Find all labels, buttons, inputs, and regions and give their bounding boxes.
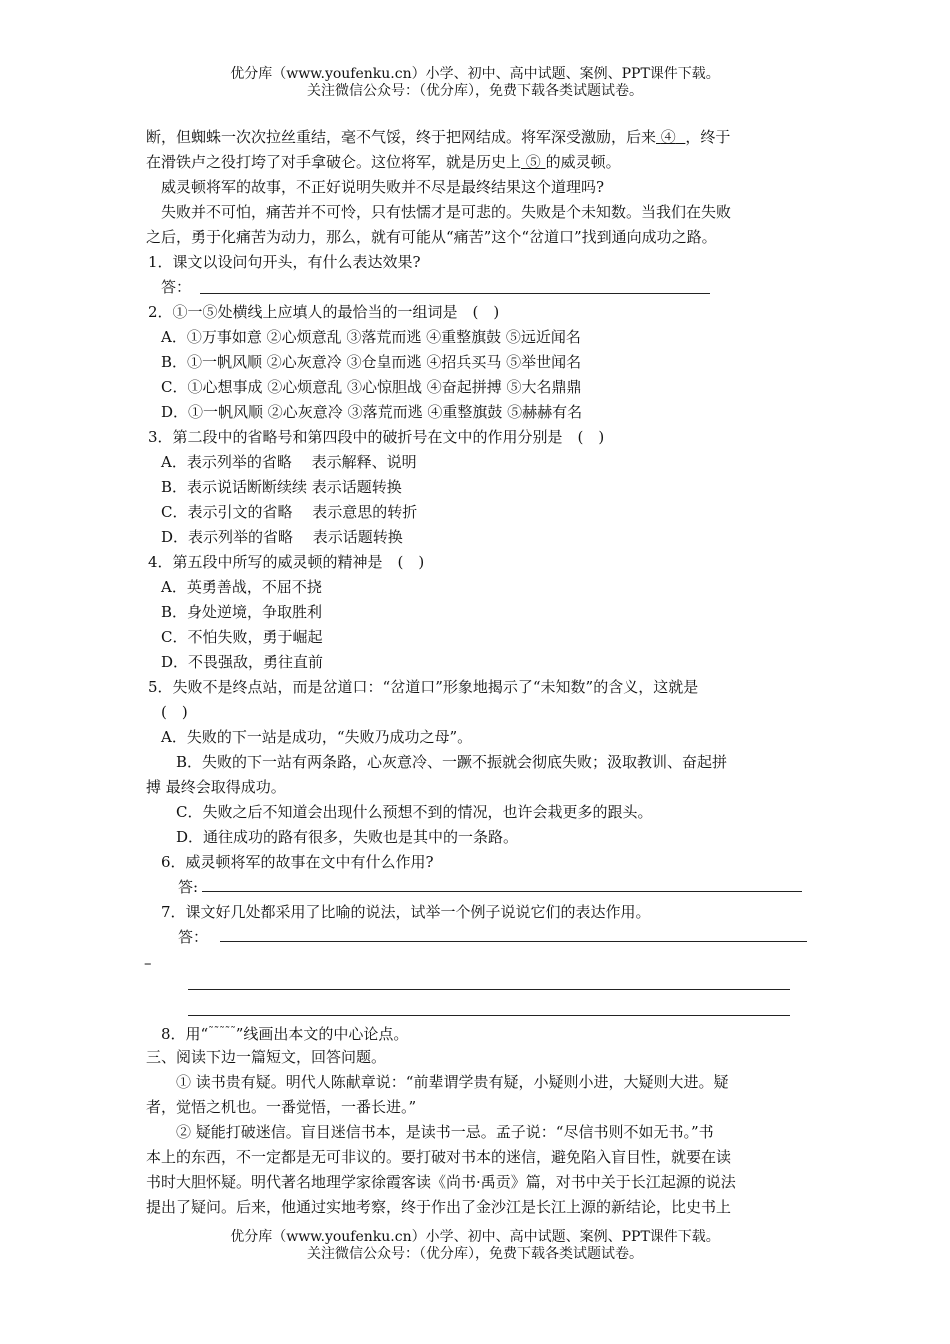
question-4-option-b: B．身处逆境，争取胜利 [161, 603, 323, 621]
question-7: 7．课文好几处都采用了比喻的说法，试举一个例子说说它们的表达作用。 [161, 903, 651, 921]
question-4: 4．第五段中所写的威灵顿的精神是 ( ) [148, 553, 425, 571]
question-7-answer-line-1[interactable] [220, 941, 807, 942]
footer-line-2: 关注微信公众号：（优分库），免费下载各类试题试卷。 [307, 1246, 643, 1262]
question-7-answer-line-2[interactable] [188, 989, 790, 990]
question-4-option-c: C．不怕失败，勇于崛起 [161, 628, 323, 646]
question-6-answer-line[interactable] [202, 891, 802, 892]
passage-line-2: 在滑铁卢之役打垮了对手拿破仑。这位将军，就是历史上 ⑤ 的威灵顿。 [146, 153, 621, 171]
question-2: 2．①一⑤处横线上应填人的最恰当的一组词是 ( ) [148, 303, 500, 321]
page-header [0, 66, 950, 100]
question-7-answer-line-3[interactable] [188, 1015, 790, 1016]
question-6: 6．威灵顿将军的故事在文中有什么作用? [161, 853, 434, 871]
question-6-answer-label: 答: [178, 878, 199, 896]
passage-paragraph-3-line-1: 失败并不可怕，痛苦并不可怜，只有怯懦才是可悲的。失败是个未知数。当我们在失败 [161, 203, 732, 221]
question-2-option-b: B．①一帆风顺 ②心灰意冷 ③仓皇而逃 ④招兵买马 ⑤举世闻名 [161, 353, 582, 371]
section-3-title: 三、阅读下边一篇短文，回答问题。 [146, 1048, 387, 1066]
blank-4: ④ [660, 128, 676, 146]
question-5-option-d: D．通往成功的路有很多，失败也是其中的一条路。 [176, 828, 519, 846]
passage-line-1: 断，但蜘蛛一次次拉丝重结，毫不气馁，终于把网结成。将军深受激励，后来 ④ ，终于 [146, 128, 731, 146]
wavy-line-mark: ˜˜˜˜˜ [208, 1025, 236, 1038]
section-3-paragraph-1-line-1: ① 读书贵有疑。明代人陈献章说：“前辈谓学贵有疑，小疑则小进，大疑则大进。疑 [176, 1073, 729, 1091]
question-3: 3．第二段中的省略号和第四段中的破折号在文中的作用分别是 ( ) [148, 428, 605, 446]
passage-paragraph-3-line-2: 之后，勇于化痛苦为动力，那么，就有可能从“痛苦”这个“岔道口”找到通向成功之路。 [146, 228, 717, 246]
header-line-2: 关注微信公众号：（优分库），免费下载各类试题试卷。 [307, 83, 643, 99]
question-5-paren: ( ) [161, 703, 188, 721]
question-5-option-c: C．失败之后不知道会出现什么预想不到的情况，也许会栽更多的跟头。 [176, 803, 653, 821]
question-5-option-a: A．失败的下一站是成功，“失败乃成功之母”。 [161, 728, 473, 746]
question-7-dash: – [144, 954, 152, 972]
header-line-1: 优分库（www.youfenku.cn）小学、初中、高中试题、案例、PPT课件下载。 [230, 66, 720, 82]
question-3-option-a: A．表示列举的省略 表示解释、说明 [161, 453, 417, 471]
section-3-paragraph-2-line-2: 本上的东西，不一定都是无可非议的。要打破对书本的迷信，避免陷入盲目性，就要在读 [146, 1148, 732, 1166]
question-1-answer-label: 答： [161, 278, 192, 296]
footer-line-1: 优分库（www.youfenku.cn）小学、初中、高中试题、案例、PPT课件下载。 [230, 1229, 720, 1245]
question-3-option-b: B．表示说话断断续续 表示话题转换 [161, 478, 402, 496]
section-3-paragraph-2-line-1: ② 疑能打破迷信。盲目迷信书本，是读书一忌。孟子说：“尽信书则不如无书。”书 [176, 1123, 714, 1141]
question-5: 5．失败不是终点站，而是岔道口：“岔道口”形象地揭示了“未知数”的含义，这就是 [148, 678, 699, 696]
question-5-option-b-line-2: 搏 最终会取得成功。 [146, 778, 286, 796]
section-3-paragraph-2-line-3: 书时大胆怀疑。明代著名地理学家徐霞客读《尚书·禹贡》篇，对书中关于长江起源的说法 [146, 1173, 736, 1191]
question-1: 1．课文以设问句开头，有什么表达效果? [148, 253, 421, 271]
blank-5: ⑤ [525, 153, 541, 171]
question-3-option-d: D．表示列举的省略 表示话题转换 [161, 528, 403, 546]
question-2-option-c: C．①心想事成 ②心烦意乱 ③心惊胆战 ④奋起拼搏 ⑤大名鼎鼎 [161, 378, 582, 396]
question-5-option-b-line-1: B．失败的下一站有两条路，心灰意冷、一蹶不振就会彻底失败；汲取教训、奋起拼 [176, 753, 728, 771]
section-3-paragraph-2-line-4: 提出了疑问。后来，他通过实地考察，终于作出了金沙江是长江上源的新结论，比史书上 [146, 1198, 732, 1216]
question-2-option-d: D．①一帆风顺 ②心灰意冷 ③落荒而逃 ④重整旗鼓 ⑤赫赫有名 [161, 403, 583, 421]
question-7-answer-label: 答： [178, 928, 209, 946]
question-2-option-a: A．①万事如意 ②心烦意乱 ③落荒而逃 ④重整旗鼓 ⑤远近闻名 [161, 328, 581, 346]
question-4-option-a: A．英勇善战，不屈不挠 [161, 578, 322, 596]
page-footer [0, 1229, 950, 1263]
question-8: 8．用“˜˜˜˜˜”线画出本文的中心论点。 [161, 1025, 409, 1043]
passage-paragraph-2: 威灵顿将军的故事，不正好说明失败并不尽是最终结果这个道理吗? [161, 178, 605, 196]
question-4-option-d: D．不畏强敌，勇往直前 [161, 653, 324, 671]
question-3-option-c: C．表示引文的省略 表示意思的转折 [161, 503, 418, 521]
section-3-paragraph-1-line-2: 者，觉悟之机也。一番觉悟，一番长进。” [146, 1098, 417, 1116]
question-1-answer-line[interactable] [200, 293, 710, 294]
